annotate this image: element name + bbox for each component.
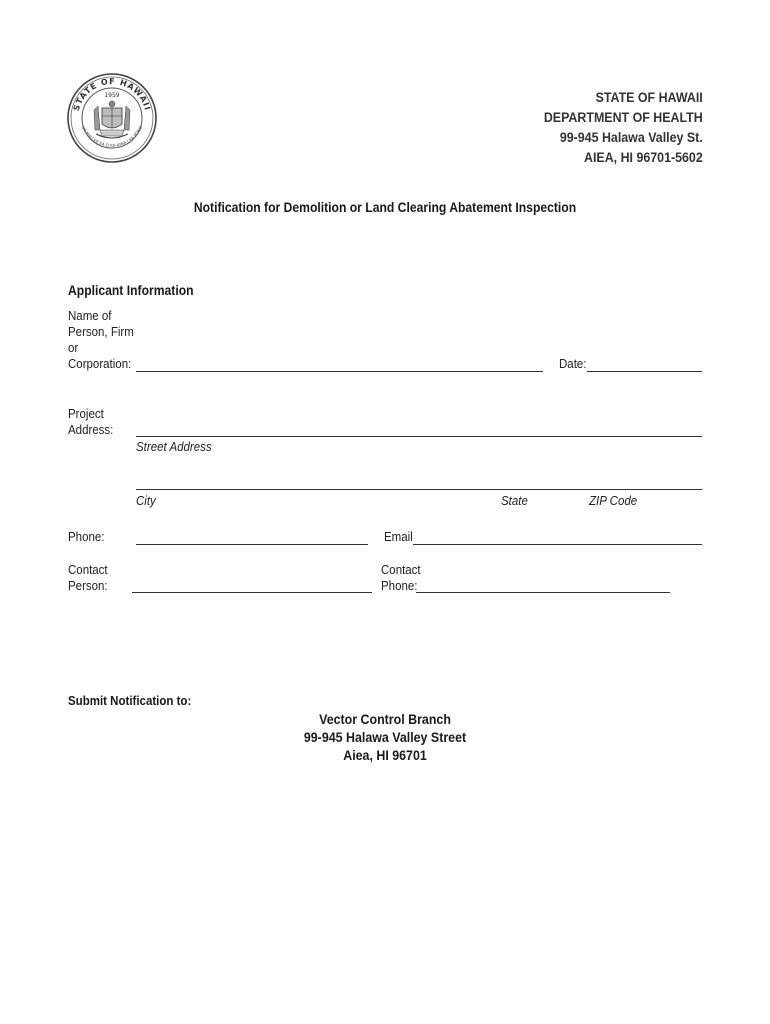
- submit-street: 99-945 Halawa Valley Street: [303, 730, 467, 745]
- name-label-line1: Name of: [68, 309, 112, 323]
- header-street: 99-945 Halawa Valley St.: [560, 130, 703, 145]
- form-title: Notification for Demolition or Land Clearing Abatement Inspection: [193, 200, 577, 215]
- name-label-line4: Corporation:: [68, 357, 132, 371]
- submit-branch: Vector Control Branch: [319, 712, 451, 727]
- zip-sublabel: ZIP Code: [589, 494, 638, 508]
- header-state: STATE OF HAWAII: [595, 90, 703, 105]
- phone-field[interactable]: [136, 544, 368, 545]
- city-sublabel: City: [136, 494, 156, 508]
- street-address-sublabel: Street Address: [136, 440, 212, 454]
- name-label-line2: Person, Firm: [68, 325, 134, 339]
- seal-motto-text: UA MAU KE EA O KA AINA I KA PONO: [80, 125, 144, 148]
- contact-person-label-line1: Contact: [68, 563, 108, 577]
- contact-person-label-line2: Person:: [68, 579, 108, 593]
- state-sublabel: State: [501, 494, 528, 508]
- name-label-line3: or: [68, 341, 79, 355]
- contact-person-field[interactable]: [132, 592, 372, 593]
- email-label: Email: [384, 530, 413, 544]
- header-department: DEPARTMENT OF HEALTH: [544, 110, 703, 125]
- contact-phone-field[interactable]: [416, 592, 670, 593]
- submit-address: [0, 711, 770, 765]
- name-field[interactable]: [136, 371, 543, 372]
- email-field[interactable]: [413, 544, 702, 545]
- contact-phone-label-line1: Contact: [381, 563, 421, 577]
- section-heading: Applicant Information: [68, 283, 194, 298]
- city-state-zip-field[interactable]: [136, 489, 702, 490]
- street-address-field[interactable]: [136, 436, 702, 437]
- state-seal-icon: [66, 72, 158, 164]
- submit-city: Aiea, HI 96701: [343, 748, 427, 763]
- header-city: AIEA, HI 96701-5602: [584, 150, 703, 165]
- date-label: Date:: [559, 357, 587, 371]
- seal-top-text: STATE OF HAWAII: [71, 76, 153, 112]
- submit-label: Submit Notification to:: [68, 694, 192, 708]
- contact-phone-label-line2: Phone:: [381, 579, 418, 593]
- project-label-line1: Project: [68, 407, 104, 421]
- phone-label: Phone:: [68, 530, 105, 544]
- project-label-line2: Address:: [68, 423, 114, 437]
- seal-year: 1959: [104, 92, 120, 99]
- date-field[interactable]: [587, 371, 702, 372]
- department-header: [544, 88, 703, 168]
